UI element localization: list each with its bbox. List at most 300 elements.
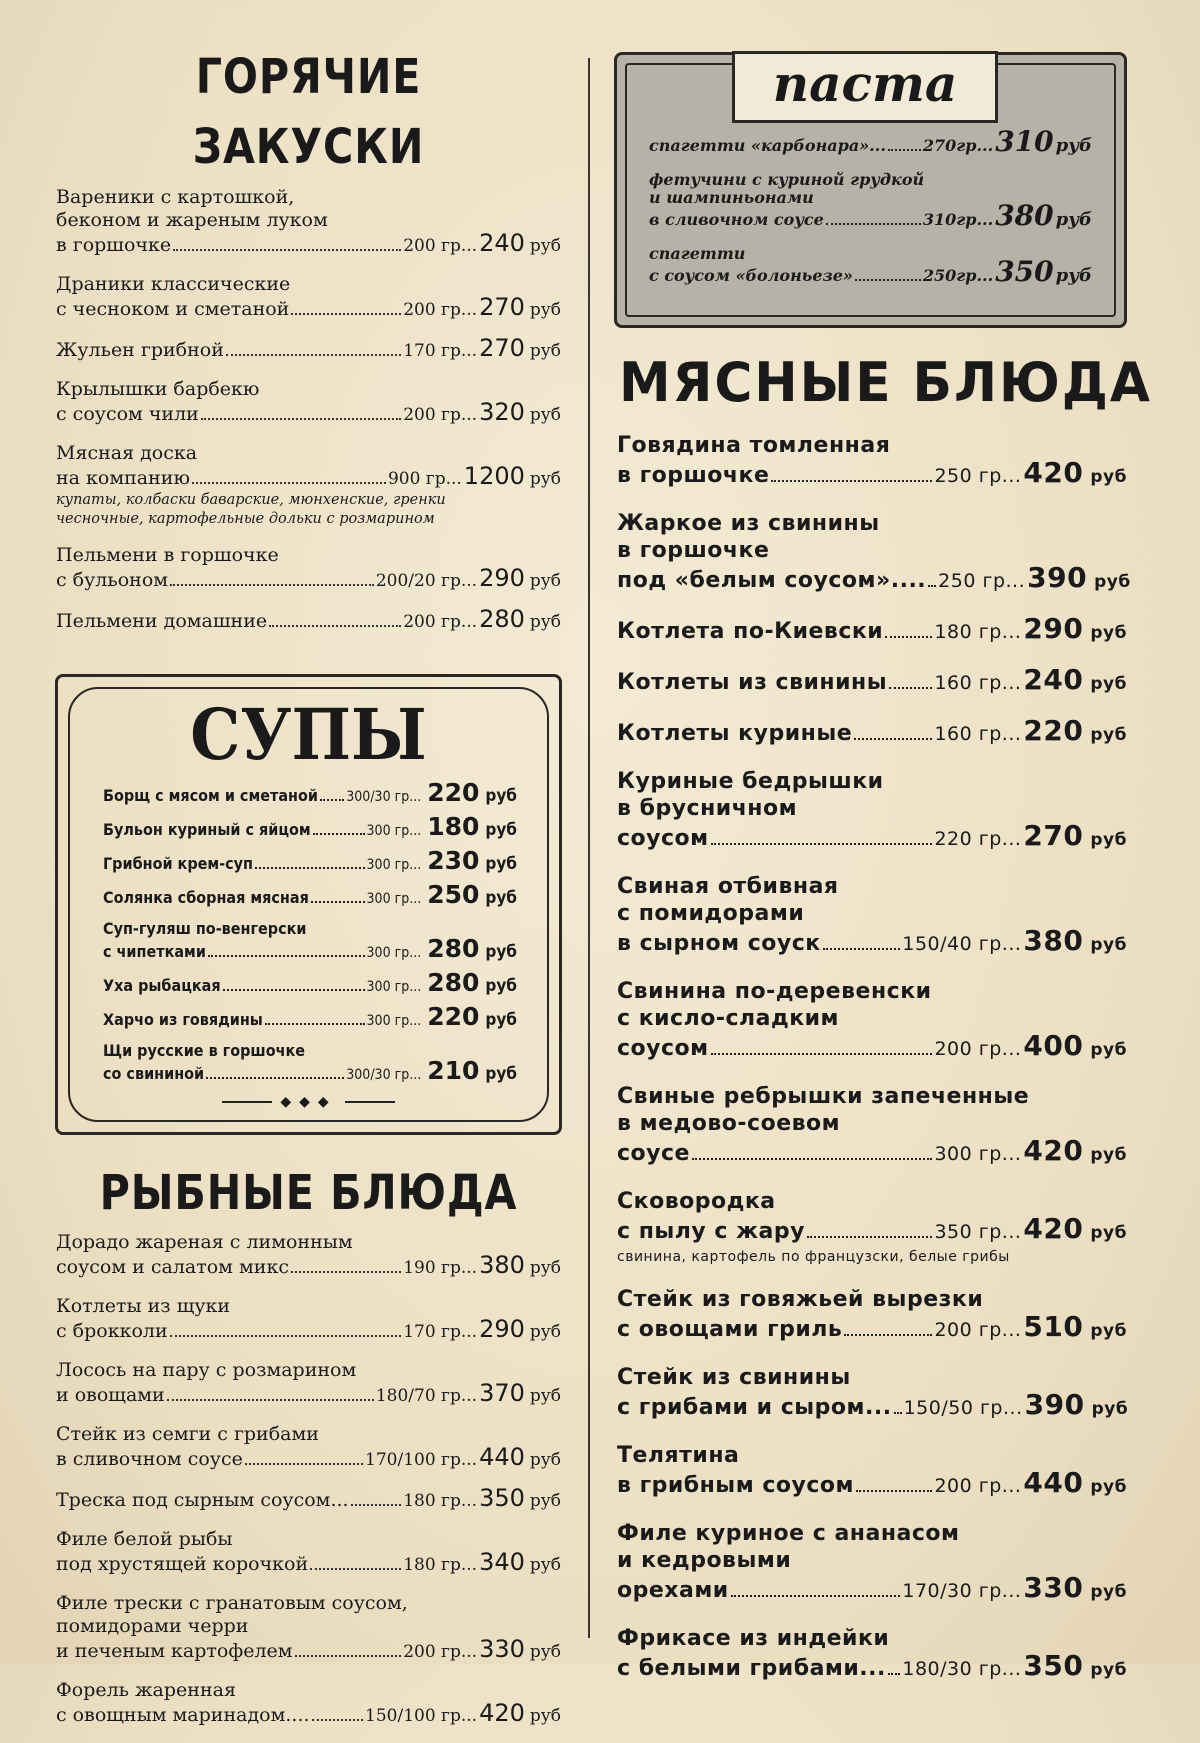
item-price: 510 <box>1023 1310 1084 1343</box>
item-price: 280 <box>479 605 525 633</box>
item-price-line <box>56 1315 561 1344</box>
item-name-line: Фрикасе из индейки <box>617 1626 890 1651</box>
item-price: 1200 <box>463 462 525 490</box>
item-currency: руб <box>485 820 517 840</box>
item-weight: 310гр... <box>922 210 994 229</box>
leader-dots <box>265 1023 365 1025</box>
item-price-line <box>56 605 561 634</box>
item-price-line <box>103 880 517 909</box>
menu-item <box>103 812 517 841</box>
menu-item <box>617 1625 1127 1684</box>
item-currency: руб <box>485 942 517 962</box>
leader-dots <box>226 354 401 356</box>
leader-dots <box>351 1504 402 1506</box>
item-price: 280 <box>427 934 480 963</box>
item-weight: 200 гр... <box>403 405 478 425</box>
leader-dots <box>855 279 921 281</box>
item-price-line <box>617 456 1127 491</box>
menu-item <box>617 663 1127 698</box>
item-weight: 150/100 гр... <box>365 1706 478 1726</box>
item-price: 420 <box>479 1699 525 1727</box>
item-weight: 350 гр... <box>934 1221 1022 1243</box>
leader-dots <box>894 1412 902 1414</box>
leader-dots <box>823 948 901 950</box>
item-price-line <box>617 1388 1129 1423</box>
item-price: 250 <box>427 880 480 909</box>
item-name-last: в сырном соуск <box>617 931 821 956</box>
item-price: 180 <box>427 812 480 841</box>
menu-item <box>617 1286 1127 1345</box>
item-price: 380 <box>479 1251 525 1279</box>
item-price: 270 <box>479 293 525 321</box>
item-name-last: на компанию <box>56 467 190 489</box>
item-note: чесночные, картофельные дольки с розмарином <box>56 511 435 527</box>
item-price-line <box>103 1002 517 1031</box>
item-price-line <box>617 663 1127 698</box>
item-name-last: Пельмени домашние <box>56 610 268 632</box>
item-name-last: Жульен грибной <box>56 339 224 361</box>
item-weight: 300 гр... <box>366 823 422 839</box>
item-price-line <box>617 924 1127 959</box>
item-currency: руб <box>1055 265 1092 286</box>
leader-dots <box>711 843 933 845</box>
item-currency: руб <box>1090 725 1127 745</box>
item-currency: руб <box>529 1555 561 1575</box>
item-currency: руб <box>1090 467 1127 487</box>
item-currency: руб <box>1091 1399 1129 1419</box>
item-price-line <box>56 1548 561 1577</box>
item-name-last: с чесноком и сметаной <box>56 298 290 320</box>
leader-dots <box>311 901 365 903</box>
item-name-line: Филе трески с гранатовым соусом, <box>56 1592 408 1614</box>
menu-item <box>56 442 561 529</box>
item-name-last: Борщ с мясом и сметаной <box>103 786 318 805</box>
item-name-line: с помидорами <box>617 901 805 926</box>
menu-item <box>56 1295 561 1344</box>
item-weight: 200 гр... <box>934 1038 1022 1060</box>
item-name-last: с соусом «болоньезе» <box>649 266 853 285</box>
menu-item <box>617 1442 1127 1501</box>
leader-dots <box>245 1463 363 1465</box>
item-name-line: помидорами черри <box>56 1615 249 1637</box>
item-name-line: Крылышки барбекю <box>56 378 260 400</box>
item-name-last: с бульоном <box>56 569 169 591</box>
menu-item <box>56 1231 561 1280</box>
item-currency: руб <box>1055 135 1092 156</box>
item-price-line <box>56 462 561 491</box>
item-weight: 300/30 гр... <box>346 789 422 805</box>
menu-item <box>56 1592 561 1664</box>
item-currency: руб <box>1055 209 1092 230</box>
leader-dots <box>201 418 401 420</box>
menu-item <box>56 605 561 634</box>
item-name-last: под «белым соусом».... <box>617 568 927 593</box>
leader-dots <box>208 955 365 957</box>
item-price: 390 <box>1024 1388 1085 1421</box>
leader-dots <box>170 584 374 586</box>
item-price: 290 <box>1023 612 1084 645</box>
item-weight: 150/50 гр... <box>903 1397 1023 1419</box>
menu-item <box>103 919 517 963</box>
item-weight: 170/100 гр... <box>365 1450 478 1470</box>
item-name-last: с белыми грибами... <box>617 1656 886 1681</box>
item-weight: 200 гр... <box>934 1319 1022 1341</box>
item-currency: руб <box>1090 1477 1127 1497</box>
item-weight: 180 гр... <box>403 1555 478 1575</box>
hot-snacks-list <box>56 186 561 634</box>
item-name-last: соусе <box>617 1141 690 1166</box>
leader-dots <box>889 687 932 689</box>
item-price: 220 <box>427 778 480 807</box>
meat-title: МЯСНЫЕ БЛЮДА <box>619 351 1152 414</box>
item-name-last: и печеным картофелем <box>56 1640 293 1662</box>
leader-dots <box>731 1595 901 1597</box>
item-name-last: Харчо из говядины <box>103 1010 263 1029</box>
item-price-line <box>103 778 517 807</box>
item-weight: 250 гр... <box>934 465 1022 487</box>
item-weight: 170 гр... <box>403 341 478 361</box>
item-currency: руб <box>1090 1321 1127 1341</box>
item-price: 290 <box>479 564 525 592</box>
item-weight: 170/30 гр... <box>902 1580 1022 1602</box>
item-name-last: с брокколи <box>56 1320 168 1342</box>
leader-dots <box>888 149 921 151</box>
leader-dots <box>206 1077 344 1079</box>
menu-item <box>56 1359 561 1408</box>
leader-dots <box>807 1236 933 1238</box>
item-price-line <box>617 1212 1127 1247</box>
item-currency: руб <box>529 1386 561 1406</box>
item-name-last: Котлета по-Киевски <box>617 619 884 644</box>
item-price-line <box>617 1466 1127 1501</box>
item-price-line <box>617 1029 1127 1064</box>
leader-dots <box>320 799 344 801</box>
item-weight: 170 гр... <box>403 1322 478 1342</box>
item-price: 220 <box>1023 714 1084 747</box>
hot-snacks-title: ГОРЯЧИЕ ЗАКУСКИ <box>192 49 425 175</box>
item-price-line <box>617 612 1127 647</box>
item-price-line <box>56 564 561 593</box>
item-weight: 300 гр... <box>366 979 422 995</box>
item-price-line <box>617 1649 1127 1684</box>
item-price-line <box>103 934 517 963</box>
menu-item <box>617 1083 1127 1169</box>
menu-item <box>103 778 517 807</box>
leader-dots <box>313 833 365 835</box>
item-weight: 250гр... <box>922 266 994 285</box>
item-name-last: Грибной крем-суп <box>103 854 253 873</box>
item-name-last: с грибами и сыром... <box>617 1395 892 1420</box>
menu-item <box>56 1484 561 1513</box>
item-price-line <box>56 1251 561 1280</box>
item-name-line: с кисло-сладким <box>617 1006 840 1031</box>
leader-dots <box>856 1490 932 1492</box>
item-name-line: Телятина <box>617 1443 740 1468</box>
item-price: 380 <box>1023 924 1084 957</box>
item-name-last: Бульон куриный с яйцом <box>103 820 311 839</box>
item-price: 330 <box>479 1635 525 1663</box>
leader-dots <box>291 1271 401 1273</box>
item-currency: руб <box>529 300 561 320</box>
menu-item <box>56 1528 561 1577</box>
item-name-last: под хрустящей корочкой <box>56 1553 309 1575</box>
leader-dots <box>255 867 365 869</box>
item-price: 350 <box>1023 1649 1084 1682</box>
item-name-line: Говядина томленная <box>617 433 891 458</box>
item-weight: 300 гр... <box>366 857 422 873</box>
menu-item <box>617 1520 1127 1606</box>
item-price: 240 <box>479 229 525 257</box>
item-weight: 190 гр... <box>403 1258 478 1278</box>
item-weight: 300 гр... <box>934 1143 1022 1165</box>
item-name-line: Стейк из семги с грибами <box>56 1423 319 1445</box>
item-weight: 180/30 гр... <box>902 1658 1022 1680</box>
item-weight: 220 гр... <box>934 828 1022 850</box>
item-name-line: Куриные бедрышки <box>617 769 884 794</box>
item-price-line <box>56 1484 561 1513</box>
item-price: 420 <box>1023 1134 1084 1167</box>
item-currency: руб <box>529 1450 561 1470</box>
leader-dots <box>167 1399 374 1401</box>
item-name-last: спагетти «карбонара»... <box>649 136 886 155</box>
item-name-line: Мясная доска <box>56 442 198 464</box>
item-price: 220 <box>427 1002 480 1031</box>
item-price: 310 <box>995 125 1054 158</box>
item-currency: руб <box>485 976 517 996</box>
item-price: 440 <box>479 1443 525 1471</box>
item-weight: 180 гр... <box>403 1491 478 1511</box>
fish-title: РЫБНЫЕ БЛЮДА <box>99 1165 518 1221</box>
item-currency: руб <box>529 571 561 591</box>
item-weight: 300/30 гр... <box>346 1067 422 1083</box>
menu-item <box>617 1364 1127 1423</box>
menu-item <box>56 273 561 322</box>
item-name-last: со свининой <box>103 1064 205 1083</box>
item-price: 230 <box>427 846 480 875</box>
item-price: 420 <box>1023 456 1084 489</box>
item-name-line: Щи русские в горшочке <box>103 1041 305 1060</box>
item-price-line <box>103 1056 517 1085</box>
soups-frame <box>55 674 562 1135</box>
item-price: 350 <box>479 1484 525 1512</box>
item-price: 240 <box>1023 663 1084 696</box>
item-name-line: беконом и жареным луком <box>56 209 328 231</box>
menu-item <box>103 846 517 875</box>
soups-title: СУПЫ <box>190 693 427 776</box>
item-weight: 160 гр... <box>934 672 1022 694</box>
leader-dots <box>692 1158 932 1160</box>
item-weight: 200 гр... <box>403 300 478 320</box>
leader-dots <box>223 989 365 991</box>
item-price-line <box>103 812 517 841</box>
item-price: 270 <box>1023 819 1084 852</box>
item-name-line: и шампиньонами <box>649 188 814 207</box>
item-name-last: орехами <box>617 1578 729 1603</box>
item-weight: 250 гр... <box>938 570 1026 592</box>
menu-item <box>617 873 1127 959</box>
item-name-line: Филе куриное с ананасом <box>617 1521 960 1546</box>
item-currency: руб <box>1090 1145 1127 1165</box>
item-name-last: Котлеты куриные <box>617 721 853 746</box>
item-weight: 180 гр... <box>934 621 1022 643</box>
item-price: 440 <box>1023 1466 1084 1499</box>
menu-item <box>617 768 1127 854</box>
item-name-line: Филе белой рыбы <box>56 1528 233 1550</box>
item-name-last: Уха рыбацкая <box>103 976 221 995</box>
menu-item <box>103 880 517 909</box>
leader-dots <box>291 313 401 315</box>
item-name-line: в медово-соевом <box>617 1111 841 1136</box>
menu-item <box>56 1679 561 1728</box>
item-currency: руб <box>529 1322 561 1342</box>
item-currency: руб <box>1090 1223 1127 1243</box>
leader-dots <box>771 480 932 482</box>
menu-item <box>56 378 561 427</box>
item-name-line: и кедровыми <box>617 1548 792 1573</box>
item-price-line <box>617 1134 1127 1169</box>
leader-dots <box>310 1568 401 1570</box>
item-name-last: с овощным маринадом.... <box>56 1704 310 1726</box>
item-price-line <box>649 125 1092 158</box>
item-name-line: Лосось на пару с розмарином <box>56 1359 357 1381</box>
item-price-line <box>56 1379 561 1408</box>
menu-item <box>103 1041 517 1085</box>
item-name-line: фетучини с куриной грудкой <box>649 170 925 189</box>
item-name-line: Сковородка <box>617 1189 776 1214</box>
item-name-last: соусом <box>617 826 709 851</box>
item-price: 400 <box>1023 1029 1084 1062</box>
item-currency: руб <box>1090 1040 1127 1060</box>
item-currency: руб <box>529 405 561 425</box>
item-currency: руб <box>485 1010 517 1030</box>
item-name-last: в горшочке <box>56 234 172 256</box>
item-price-line <box>56 398 561 427</box>
item-weight: 180/70 гр... <box>375 1386 478 1406</box>
item-name-last: с чипетками <box>103 942 206 961</box>
item-name-last: с соусом чили <box>56 403 199 425</box>
item-price-line <box>103 846 517 875</box>
menu-item <box>617 510 1131 596</box>
fish-list <box>56 1231 561 1728</box>
item-price-line <box>56 229 561 258</box>
item-price-line <box>56 1443 561 1472</box>
item-price: 280 <box>427 968 480 997</box>
item-name-last: Солянка сборная мясная <box>103 888 309 907</box>
item-note: купаты, колбаски баварские, мюнхенские, гренки <box>56 492 446 508</box>
item-note: свинина, картофель по французски, белые грибы <box>617 1249 1010 1265</box>
item-price: 270 <box>479 334 525 362</box>
item-price-line <box>56 334 561 363</box>
menu-item <box>56 186 561 258</box>
item-price: 290 <box>479 1315 525 1343</box>
ornament: ◆◆◆ <box>58 1094 559 1110</box>
meat-list <box>617 432 1131 1684</box>
leader-dots <box>170 1335 402 1337</box>
item-currency: руб <box>529 612 561 632</box>
left-column <box>56 42 561 1743</box>
item-price: 330 <box>1023 1571 1084 1604</box>
leader-dots <box>854 738 932 740</box>
item-name-last: в горшочке <box>617 463 770 488</box>
item-price: 320 <box>479 398 525 426</box>
leader-dots <box>826 223 921 225</box>
item-name-line: Свиная отбивная <box>617 874 839 899</box>
item-weight: 200 гр... <box>403 236 478 256</box>
soups-list <box>103 778 517 1095</box>
item-name-last: с овощами гриль <box>617 1317 843 1342</box>
item-name-line: Суп-гуляш по-венгерски <box>103 919 307 938</box>
item-weight: 200/20 гр... <box>375 571 478 591</box>
menu-item <box>617 1188 1127 1267</box>
item-name-line: Свиные ребрышки запеченные <box>617 1084 1030 1109</box>
leader-dots <box>888 1673 900 1675</box>
item-price-line <box>56 1635 561 1664</box>
menu-item <box>649 125 1092 158</box>
item-weight: 300 гр... <box>366 945 422 961</box>
leader-dots <box>312 1719 364 1721</box>
item-name-line: Форель жаренная <box>56 1679 236 1701</box>
menu-item <box>649 170 1092 232</box>
item-name-line: Свинина по-деревенски <box>617 979 932 1004</box>
item-price-line <box>649 255 1092 288</box>
item-currency: руб <box>485 1064 517 1084</box>
item-currency: руб <box>529 341 561 361</box>
leader-dots <box>269 625 401 627</box>
item-currency: руб <box>1090 935 1127 955</box>
item-name-last: в сливочном соусе <box>649 210 824 229</box>
item-price-line <box>617 561 1131 596</box>
item-name-line: Котлеты из щуки <box>56 1295 231 1317</box>
item-name-last: соусом <box>617 1036 709 1061</box>
item-currency: руб <box>1090 623 1127 643</box>
leader-dots <box>711 1053 933 1055</box>
item-weight: 160 гр... <box>934 723 1022 745</box>
item-name-last: Треска под сырным соусом... <box>56 1489 349 1511</box>
leader-dots <box>885 636 932 638</box>
item-currency: руб <box>529 469 561 489</box>
item-price-line <box>103 968 517 997</box>
menu-item <box>649 244 1092 288</box>
item-currency: руб <box>1090 1660 1127 1680</box>
menu-item <box>56 1423 561 1472</box>
item-price-line <box>617 1310 1127 1345</box>
item-weight: 200 гр... <box>403 612 478 632</box>
right-column <box>617 52 1152 1703</box>
item-price: 370 <box>479 1379 525 1407</box>
menu-item <box>103 1002 517 1031</box>
item-weight: 150/40 гр... <box>902 933 1022 955</box>
item-name-line: Вареники с картошкой, <box>56 186 295 208</box>
item-name-line: в горшочке <box>617 538 770 563</box>
item-weight: 300 гр... <box>366 1013 422 1029</box>
item-currency: руб <box>1090 830 1127 850</box>
item-currency: руб <box>529 1706 561 1726</box>
item-price: 420 <box>1023 1212 1084 1245</box>
item-name-line: в брусничном <box>617 796 798 821</box>
leader-dots <box>928 585 936 587</box>
item-price-line <box>617 714 1127 749</box>
leader-dots <box>844 1334 932 1336</box>
item-price: 340 <box>479 1548 525 1576</box>
leader-dots <box>192 482 386 484</box>
item-name-last: соусом и салатом микс <box>56 1256 289 1278</box>
item-price-line <box>617 819 1127 854</box>
item-price: 380 <box>995 199 1054 232</box>
menu-item <box>617 978 1127 1064</box>
menu-item <box>617 432 1127 491</box>
item-weight: 200 гр... <box>403 1642 478 1662</box>
menu-item <box>56 334 561 363</box>
